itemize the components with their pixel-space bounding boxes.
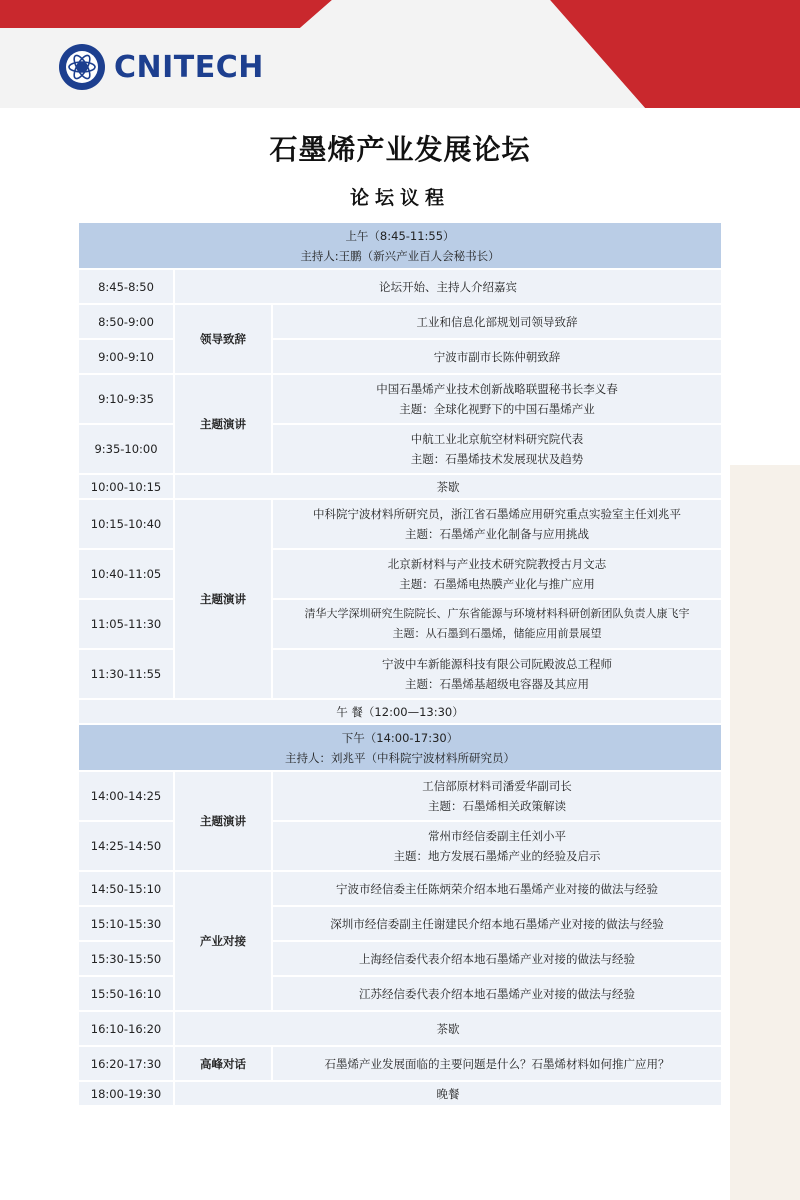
row-time: 14:50-15:10: [78, 871, 174, 906]
row-content: [272, 424, 722, 474]
row-content: [272, 771, 722, 821]
speaker: 中航工业北京航空材料研究院代表: [410, 432, 584, 446]
institute-seal-icon: [58, 43, 106, 91]
table-row: [78, 499, 722, 549]
row-content: [272, 374, 722, 424]
speaker: 北京新材料与产业技术研究院教授古月文志: [387, 557, 607, 571]
row-content: [272, 499, 722, 549]
topic: 主题：地方发展石墨烯产业的经验及启示: [393, 849, 601, 863]
topic: 主题：全球化视野下的中国石墨烯产业: [399, 402, 595, 416]
topic: 主题：石墨烯技术发展现状及趋势: [410, 452, 584, 466]
row-content: 深圳市经信委副主任谢建民介绍本地石墨烯产业对接的做法与经验: [272, 906, 722, 941]
row-time: 15:10-15:30: [78, 906, 174, 941]
row-category: 高峰对话: [174, 1046, 272, 1081]
speaker: 中国石墨烯产业技术创新战略联盟秘书长李义春: [376, 382, 618, 396]
session-host: 主持人:王鹏（新兴产业百人会秘书长）: [300, 248, 500, 263]
row-time: 15:50-16:10: [78, 976, 174, 1011]
speaker: 清华大学深圳研究生院院长、广东省能源与环境材料科研创新团队负责人康飞宇: [304, 607, 690, 620]
speaker: 常州市经信委副主任刘小平: [428, 829, 566, 843]
row-content: 茶歇: [174, 474, 722, 499]
row-time: 14:25-14:50: [78, 821, 174, 871]
row-time: 18:00-19:30: [78, 1081, 174, 1106]
table-row: [78, 1046, 722, 1081]
row-category: 主题演讲: [174, 499, 272, 699]
topic: 主题：从石墨到石墨烯，储能应用前景展望: [392, 627, 602, 640]
row-time: 11:05-11:30: [78, 599, 174, 649]
table-row: [78, 304, 722, 339]
table-row: [78, 269, 722, 304]
topic: 主题：石墨烯相关政策解读: [428, 799, 566, 813]
table-row: [78, 1081, 722, 1106]
lunch-row: [78, 699, 722, 724]
row-content: [272, 599, 722, 649]
table-row: [78, 474, 722, 499]
row-time: 8:45-8:50: [78, 269, 174, 304]
row-content: 宁波市经信委主任陈炳荣介绍本地石墨烯产业对接的做法与经验: [272, 871, 722, 906]
table-row: [78, 771, 722, 821]
row-category: 主题演讲: [174, 771, 272, 871]
row-category: 主题演讲: [174, 374, 272, 474]
row-time: 9:35-10:00: [78, 424, 174, 474]
row-time: 10:00-10:15: [78, 474, 174, 499]
row-time: 9:00-9:10: [78, 339, 174, 374]
row-content: 宁波市副市长陈仲朝致辞: [272, 339, 722, 374]
row-time: 10:15-10:40: [78, 499, 174, 549]
row-content: 石墨烯产业发展面临的主要问题是什么？石墨烯材料如何推广应用？: [272, 1046, 722, 1081]
row-time: 8:50-9:00: [78, 304, 174, 339]
row-category: 领导致辞: [174, 304, 272, 374]
row-content: [272, 549, 722, 599]
page-subtitle: 论坛议程: [349, 187, 450, 209]
row-time: 9:10-9:35: [78, 374, 174, 424]
row-time: 16:10-16:20: [78, 1011, 174, 1046]
row-content: 上海经信委代表介绍本地石墨烯产业对接的做法与经验: [272, 941, 722, 976]
topic: 主题：石墨烯产业化制备与应用挑战: [405, 527, 589, 541]
row-content: 晚餐: [174, 1081, 722, 1106]
speaker: 中科院宁波材料所研究员，浙江省石墨烯应用研究重点实验室主任刘兆平: [313, 507, 681, 521]
row-content: [272, 649, 722, 699]
session-header-morning: [78, 222, 722, 269]
topic: 主题：石墨烯电热膜产业化与推广应用: [399, 577, 595, 591]
session-time: 上午（8:45-11:55）: [345, 228, 455, 243]
row-content: 论坛开始、主持人介绍嘉宾: [174, 269, 722, 304]
logo-text: CNITECH: [114, 49, 264, 85]
logo: [58, 42, 264, 92]
speaker: 工信部原材料司潘爱华副司长: [422, 779, 572, 793]
page-title: 石墨烯产业发展论坛: [269, 133, 531, 166]
session-header-afternoon: [78, 724, 722, 771]
row-category: 产业对接: [174, 871, 272, 1011]
row-time: 10:40-11:05: [78, 549, 174, 599]
row-content: 江苏经信委代表介绍本地石墨烯产业对接的做法与经验: [272, 976, 722, 1011]
row-time: 15:30-15:50: [78, 941, 174, 976]
row-time: 11:30-11:55: [78, 649, 174, 699]
topic: 主题：石墨烯基超级电容器及其应用: [405, 677, 589, 691]
lunch-label: 午 餐（12:00—13:30）: [78, 699, 722, 724]
table-row: [78, 871, 722, 906]
speaker: 宁波中车新能源科技有限公司阮殿波总工程师: [382, 657, 612, 671]
row-content: [272, 821, 722, 871]
row-content: 工业和信息化部规划司领导致辞: [272, 304, 722, 339]
row-time: 14:00-14:25: [78, 771, 174, 821]
background-block: [730, 465, 800, 1200]
session-time: 下午（14:00-17:30）: [341, 730, 459, 745]
table-row: [78, 1011, 722, 1046]
table-row: [78, 374, 722, 424]
session-host: 主持人：刘兆平（中科院宁波材料所研究员）: [285, 750, 515, 765]
row-time: 16:20-17:30: [78, 1046, 174, 1081]
agenda-table: [77, 221, 723, 1107]
row-content: 茶歇: [174, 1011, 722, 1046]
